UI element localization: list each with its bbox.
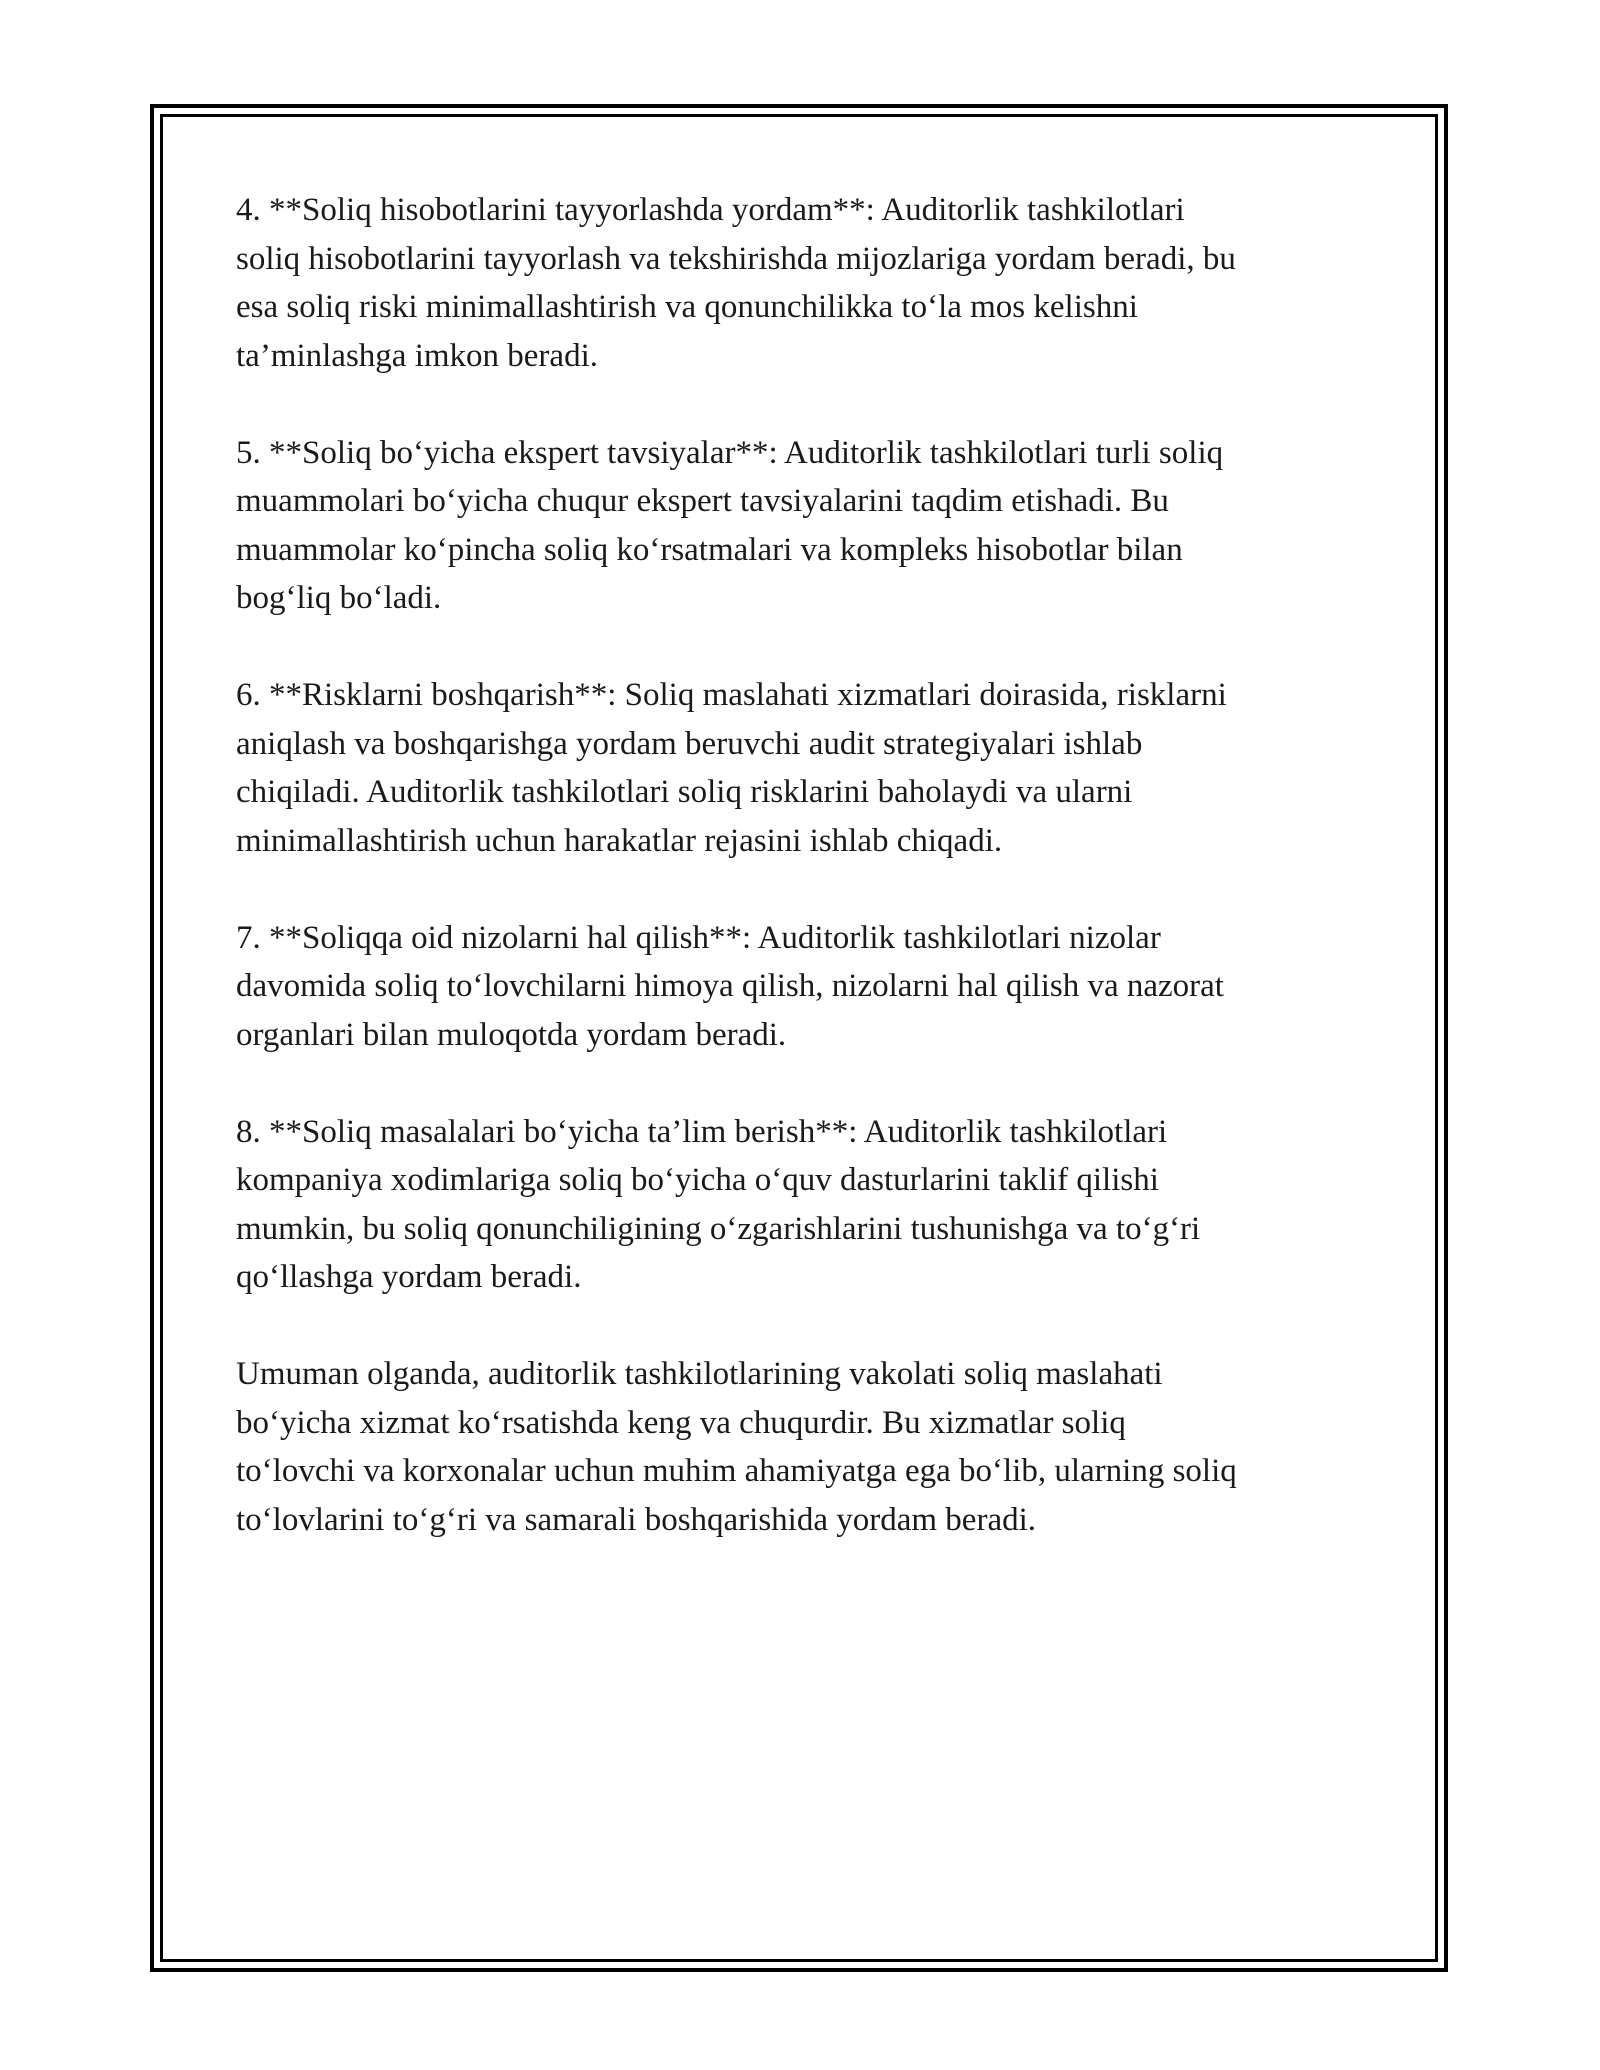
text-line: mumkin, bu soliq qonunchiligining o‘zgarishlarini tushunishga va to‘g‘ri <box>236 1210 1201 1247</box>
paragraph-item-4 <box>236 186 1366 380</box>
text-line: 6. **Risklarni boshqarish**: Soliq maslahati xizmatlari doirasida, risklarni <box>236 677 1227 713</box>
paragraph-item-5 <box>236 429 1366 623</box>
text-line: qo‘llashga yordam beradi. <box>236 1259 582 1295</box>
paragraph-conclusion <box>236 1350 1366 1544</box>
text-line: bog‘liq bo‘ladi. <box>236 580 442 616</box>
paragraph-item-6 <box>236 671 1366 865</box>
text-line: Umuman olganda, auditorlik tashkilotlarining vakolati soliq maslahati <box>236 1356 1163 1392</box>
text-line: soliq hisobotlarini tayyorlash va tekshirishda mijozlariga yordam beradi, bu <box>236 240 1236 277</box>
text-line: ta’minlashga imkon beradi. <box>236 337 598 374</box>
text-line: davomida soliq to‘lovchilarni himoya qilish, nizolarni hal qilish va nazorat <box>236 968 1224 1004</box>
text-line: organlari bilan muloqotda yordam beradi. <box>236 1016 787 1053</box>
paragraph-item-8 <box>236 1108 1366 1302</box>
text-line: esa soliq riski minimallashtirish va qonunchilikka to‘la mos kelishni <box>236 289 1138 325</box>
text-line: minimallashtirish uchun harakatlar rejasini ishlab chiqadi. <box>236 822 1003 859</box>
text-line: 4. **Soliq hisobotlarini tayyorlashda yordam**: Auditorlik tashkilotlari <box>236 192 1185 228</box>
text-line: muammolar ko‘pincha soliq ko‘rsatmalari va kompleks hisobotlar bilan <box>236 531 1183 568</box>
text-line: to‘lovchi va korxonalar uchun muhim ahamiyatga ega bo‘lib, ularning soliq <box>236 1453 1237 1489</box>
text-line: 8. **Soliq masalalari bo‘yicha ta’lim berish**: Auditorlik tashkilotlari <box>236 1113 1168 1150</box>
text-line: to‘lovlarini to‘g‘ri va samarali boshqarishida yordam beradi. <box>236 1501 1037 1538</box>
document-body <box>236 186 1366 1593</box>
paragraph-item-7 <box>236 914 1366 1060</box>
text-line: kompaniya xodimlariga soliq bo‘yicha o‘quv dasturlarini taklif qilishi <box>236 1162 1159 1198</box>
text-line: aniqlash va boshqarishga yordam beruvchi audit strategiyalari ishlab <box>236 725 1143 762</box>
text-line: 7. **Soliqqa oid nizolarni hal qilish**: Auditorlik tashkilotlari nizolar <box>236 919 1161 956</box>
text-line: muammolari bo‘yicha chuqur ekspert tavsiyalarini taqdim etishadi. Bu <box>236 483 1169 519</box>
text-line: chiqiladi. Auditorlik tashkilotlari soliq risklarini baholaydi va ularni <box>236 774 1133 810</box>
text-line: bo‘yicha xizmat ko‘rsatishda keng va chuqurdir. Bu xizmatlar soliq <box>236 1404 1126 1441</box>
text-line: 5. **Soliq bo‘yicha ekspert tavsiyalar**: Auditorlik tashkilotlari turli soliq <box>236 434 1224 471</box>
